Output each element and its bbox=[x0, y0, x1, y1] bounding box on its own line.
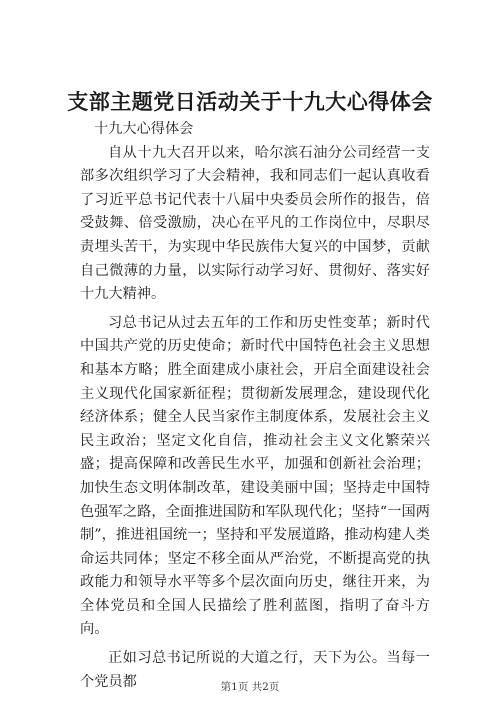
paragraph-2: 习总书记从过去五年的工作和历史性变革；新时代中国共产党的历史使命；新时代中国特色社会主义思想和基本方略；胜全面建成小康社会，开启全面建设社会主义现代化国家新征程；贯彻新发展理念，建设现代化经济体系；健全人民当家作主制度体系，发展社会主义民主政治；坚定文化自信，推动社会主义文化繁荣兴盛；提高保障和改善民生水平，加强和创新社会治理；加快生态文明体制改革，建设美丽中国；坚持走中国特色强军之路，全面推进国防和军队现代化；坚持“一国两制”，推进祖国统一；坚持和平发展道路，推动构建人类命运共同体；坚定不移全面从严治党，不断提高党的执政能力和领导水平等多个层次面向历史，继往开来，为全体党员和全国人民描绘了胜利蓝图，指明了奋斗方向。 bbox=[80, 314, 430, 638]
paragraph-3: 正如习总书记所说的大道之行，天下为公。当每一个党员都 bbox=[80, 650, 430, 690]
page-title: 支部主题党日活动关于十九大心得体会 bbox=[67, 89, 433, 114]
document-subtitle: 十九大心得体会 bbox=[94, 121, 194, 137]
page-footer: 第1页 共2页 bbox=[220, 681, 280, 693]
document-body bbox=[80, 118, 430, 699]
paragraph-1: 自从十九大召开以来，哈尔滨石油分公司经营一支部多次组织学习了大会精神，我和同志们一起认真收看了习近平总书记代表十八届中央委员会所作的报告，倍受鼓舞、倍受激励，决心在平凡的工作岗位中，尽职尽责埋头苦干，为实现中华民族伟大复兴的中国梦，贡献自己微薄的力量，以实际行动学习好、贯彻好、落实好十九大精神。 bbox=[80, 144, 430, 303]
